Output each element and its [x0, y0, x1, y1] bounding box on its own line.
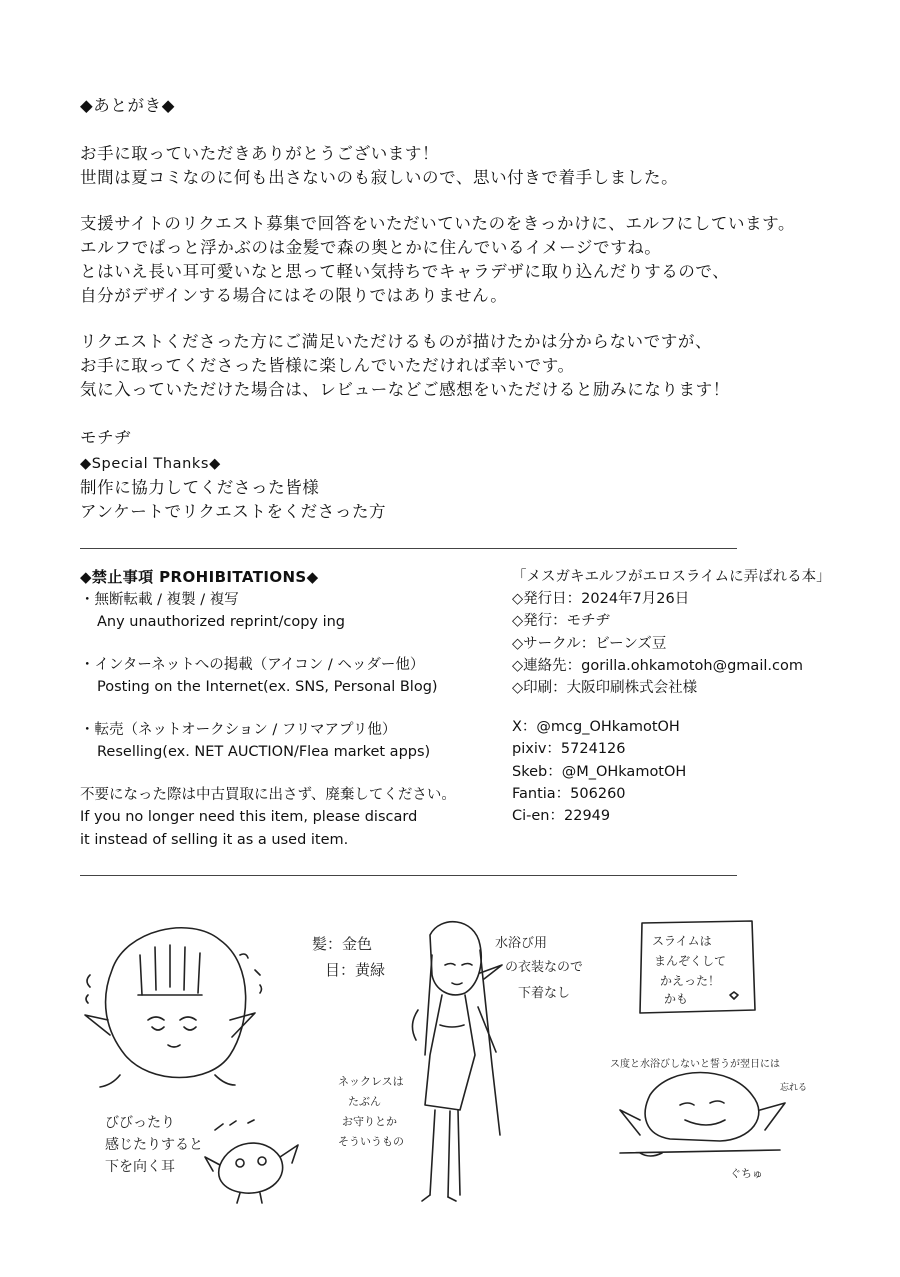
book-title: 「メスガキエルフがエロスライムに弄ばれる本」	[512, 569, 831, 585]
afterword-paragraph	[80, 142, 795, 190]
bath-note: ス度と水浴びしないと誓うが翌日には	[610, 1059, 780, 1070]
slime-note-line: まんぞくして	[654, 954, 727, 968]
ear-note-line: 下を向く耳	[105, 1159, 175, 1175]
afterword-line: リクエストくださった方にご満足いただけるものが描けたかは分からないですが、	[80, 332, 713, 351]
elf-face-sketch	[85, 928, 262, 1087]
outfit-note-line: の衣装なので	[505, 960, 584, 975]
colophon-detail: ◇サークル：ビーンズ豆	[512, 635, 667, 652]
outfit-note-line: 下着なし	[518, 986, 571, 1001]
prohibition-item	[80, 589, 510, 634]
ear-creature-sketch	[205, 1120, 298, 1203]
prohibitions-heading: ◆禁止事項 PROHIBITATIONS◆	[80, 568, 319, 586]
discard-notice	[80, 784, 510, 852]
slime-note-line: かえった！	[660, 974, 721, 988]
prohibition-item	[80, 719, 510, 764]
necklace-note-line: お守りとか	[342, 1115, 397, 1128]
bath-note-tail: 忘れる	[780, 1083, 808, 1093]
afterword-heading: ◆あとがき◆	[80, 96, 175, 115]
hair-color-note: 髪：金色	[312, 935, 373, 953]
social-link: Skeb：@M_OHkamotOH	[512, 763, 687, 780]
afterword-paragraph	[80, 330, 795, 402]
sulking-elf-sketch	[620, 1073, 785, 1157]
colophon-detail: ◇発行日：2024年7月26日	[512, 591, 690, 608]
prohibition-item	[80, 654, 510, 699]
author-signature: モチヂ	[80, 428, 132, 447]
prohibition-en: Any unauthorized reprint/copy ing	[97, 614, 346, 630]
color-note	[312, 935, 385, 979]
outfit-note-line: 水浴び用	[495, 936, 548, 951]
colophon-detail: ◇印刷：大阪印刷株式会社様	[512, 680, 698, 697]
afterword-line: とはいえ長い耳可愛いなと思って軽い気持ちでキャラデザに取り込んだりするので、	[80, 262, 730, 281]
discard-line: If you no longer need this item, please discard	[80, 809, 418, 825]
prohibition-jp: ・インターネットへの掲載（アイコン / ヘッダー他）	[80, 656, 425, 673]
ear-note-line: びびったり	[105, 1115, 175, 1131]
outfit-note	[495, 935, 587, 1001]
character-sketches	[80, 895, 820, 1225]
social-link: X：@mcg_OHkamotOH	[512, 719, 680, 736]
social-link: pixiv：5724126	[512, 741, 626, 758]
social-link: Ci-en：22949	[512, 808, 611, 825]
afterword-line: 支援サイトのリクエスト募集で回答をいただいていたのをきっかけに、エルフにしています。	[80, 214, 796, 233]
afterword-line: お手に取ってくださった皆様に楽しんでいただければ幸いです。	[80, 356, 575, 375]
afterword-section	[80, 94, 795, 450]
divider-top	[80, 548, 737, 549]
prohibition-en: Posting on the Internet(ex. SNS, Personal Blog)	[97, 679, 438, 695]
colophon-detail: ◇発行：モチヂ	[512, 613, 611, 630]
discard-line: it instead of selling it as a used item.	[80, 831, 349, 848]
ear-note	[105, 1115, 207, 1175]
special-thanks-line: 制作に協力してくださった皆様	[80, 478, 320, 497]
prohibition-en: Reselling(ex. NET AUCTION/Flea market apps)	[97, 744, 431, 760]
afterword-paragraph	[80, 212, 795, 308]
ear-note-line: 感じたりすると	[105, 1137, 203, 1153]
prohibition-jp: ・転売（ネットオークション / フリマアプリ他）	[80, 721, 397, 738]
eye-color-note: 目：黄緑	[325, 961, 386, 979]
necklace-note-line: たぶん	[348, 1095, 381, 1108]
prohibitions-section	[80, 566, 510, 851]
afterword-line: 世間は夏コミなのに何も出さないのも寂しいので、思い付きで着手しました。	[80, 168, 679, 187]
special-thanks-line: アンケートでリクエストをくださった方	[80, 502, 387, 521]
slime-note	[652, 934, 730, 1006]
necklace-note-line: ネックレスは	[338, 1075, 404, 1088]
necklace-note-line: そういうもの	[338, 1135, 404, 1148]
sound-effect-note: ぐちゅ	[730, 1167, 763, 1180]
colophon-section	[512, 566, 872, 827]
necklace-note	[338, 1075, 407, 1148]
prohibition-jp: ・無断転載 / 複製 / 複写	[80, 591, 239, 608]
slime-note-line: スライムは	[652, 934, 712, 948]
afterword-line: 自分がデザインする場合にはその限りではありません。	[80, 286, 508, 305]
divider-bottom	[80, 875, 737, 876]
afterword-line: 気に入っていただけた場合は、レビューなどご感想をいただけると励みになります！	[80, 380, 730, 399]
special-thanks-section	[80, 452, 386, 524]
colophon-detail: ◇連絡先：gorilla.ohkamotoh@gmail.com	[512, 657, 803, 674]
slime-note-line: かも	[664, 992, 689, 1006]
afterword-line: お手に取っていただきありがとうございます！	[80, 144, 440, 163]
discard-line: 不要になった際は中古買取に出さず、廃棄してください。	[80, 786, 456, 803]
special-thanks-heading: ◆Special Thanks◆	[80, 456, 221, 472]
social-link: Fantia：506260	[512, 785, 626, 802]
afterword-line: エルフでぱっと浮かぶのは金髪で森の奥とかに住んでいるイメージですね。	[80, 238, 662, 257]
elf-full-body-sketch	[412, 922, 502, 1201]
